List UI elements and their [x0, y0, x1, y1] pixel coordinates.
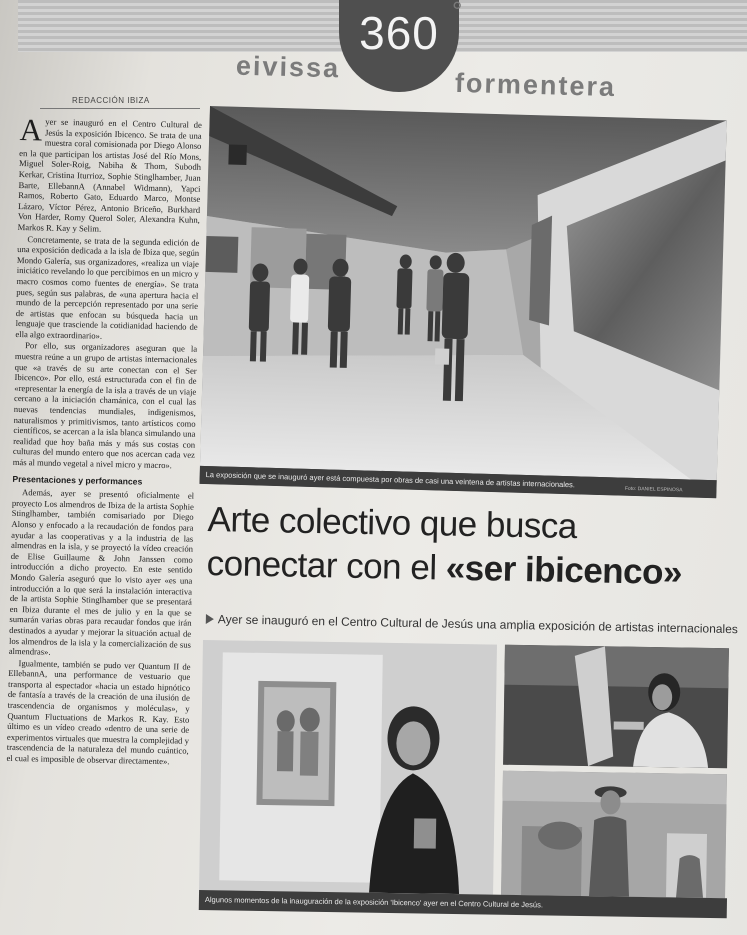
- article-body: [6, 112, 202, 768]
- article-subhead: Presentaciones y performances: [12, 473, 143, 487]
- article-paragraph: Por ello, sus organizadores aseguran que la muestra reúne a un grupo de artistas internacionales que «a través de su arte conectan con el Ser Ibicenco». Por ello, está estructurada con el fin de «representar la energía de la isla a través de un viaje cercano a la iniciación chamánica, con el cual las nuevas tendencias mundiales, indigenismos, naturalismos y primitivismos, tanto artísticos como científicos, se acercan a la isla blanca simulando una realidad que hoy baña más y más sus costas con culturas del mundo entero que nos acercan cada vez más al mundo vegetal a nivel micro y macro».: [12, 340, 198, 471]
- section-name-left: eivissa: [235, 50, 341, 84]
- logo-number: 360: [359, 7, 439, 59]
- photo-credit: Foto: DANIEL ESPINOSA: [624, 485, 683, 494]
- subheadline: Ayer se inauguró en el Centro Cultural de Jesús una amplia exposición de artistas internacionales: [206, 612, 746, 636]
- photo-caption-main: La exposición que se inauguró ayer está compuesta por obras de casi una veintena de artistas internacionales.: [199, 466, 716, 498]
- section-logo: [339, 0, 459, 92]
- headline-emphasis: «ser ibicenco»: [445, 548, 683, 593]
- byline: REDACCIÓN IBIZA: [72, 96, 150, 105]
- gallery-scene: [199, 106, 726, 498]
- photo-collage: [199, 640, 731, 920]
- article-paragraph: Además, ayer se presentó oficialmente el proyecto Los almendros de Ibiza de la artista Sophie Stinglhamber, también comisariado por Diego Alonso y enfocado a la recaudación de fondos para ayudar a las cooperativas y a la industria de las almendras en la isla, y se proyectó la vídeo creación de Elise Guillaume & John Janssen como introducción a dicho proyecto. En este sentido Mondo Galería aseguró que lo visto ayer «es una introducción a lo que será la instalación interactiva de la artista Sophie Stinglhamber que se presentará en Ibiza durante el mes de julio y en la que se sumarán varias obras para recaudar fondos que irán destinados a ayudar y mejorar la situación actual de los almendros de la isla y la comercialización de sus almendras».: [8, 487, 195, 657]
- photo-caption-bottom: Algunos momentos de la inauguración de la exposición 'Ibicenco' ayer en el Centro Cultural de Jesús.: [199, 890, 727, 918]
- headline-line-1: Arte colectivo que busca: [207, 499, 578, 547]
- photo-artist-painting: [503, 645, 729, 769]
- byline-divider: [40, 108, 200, 109]
- section-name-right: formentera: [454, 67, 617, 103]
- photo-visitor-sculpture: [501, 771, 727, 899]
- headline-line-2: conectar con el «ser ibicenco»: [206, 543, 683, 593]
- article-paragraph: Ayer se inauguró en el Centro Cultural de Jesús la exposición Ibicenco. Se trata de una muestra coral comisionada por Diego Alonso en la que participan los artistas José del Río Mons, Miguel Soler-Roig, Nabiha & Thom, Subodh Kerkar, Cristina Iturrioz, Sophie Stinglhamber, Juan Barte, EllebannA (Annabel Widmann), Yapci Ramos, Roberto Gato, Eduardo Marco, Montse Lázaro, Víctor Pérez, Antonio Briceño, Burkhard Von Harder, Romy Querol Soler, Alexandra Kuhn, Markos R. Kay y Selim.: [17, 112, 202, 234]
- article-paragraph: Concretamente, se trata de la segunda edición de una exposición dedicada a la isla de Ibiza que, según Mondo Galería, sus organizadores, «realiza un viaje iniciático revelando lo que percibimos en un micro y macro cosmos como fuentes de energía». Se trata pues, según sus palabras, de «una apertura hacia el mundo de la percepción representado por una serie de artistas que enfocan su búsqueda hacia un lenguaje que trasciende la cotidianidad haciendo de ella algo extraordinario».: [15, 233, 200, 341]
- logo-degree: °: [452, 0, 463, 26]
- drop-cap: A: [19, 112, 43, 148]
- arrow-icon: [206, 614, 214, 624]
- photo-artist-portrait: [199, 640, 497, 895]
- gallery-photo: [199, 106, 726, 498]
- article-paragraph: Igualmente, también se pudo ver Quantum II de EllebannA, una performance de vestuario que transporta al espectador «hacia un estado hipnótico de fantasía a través de la creación de una ilusión de trascendencia de organismos y moléculas», y Quantum Fluctuations de Markos R. Kay. Esto último es un vídeo creado «dentro de una serie de experimentos virtuales que muestra la complejidad y trascendencia de la naturaleza del mundo cuántico, el cual es imposible de observar directamente».: [6, 657, 191, 767]
- headline: [206, 498, 747, 596]
